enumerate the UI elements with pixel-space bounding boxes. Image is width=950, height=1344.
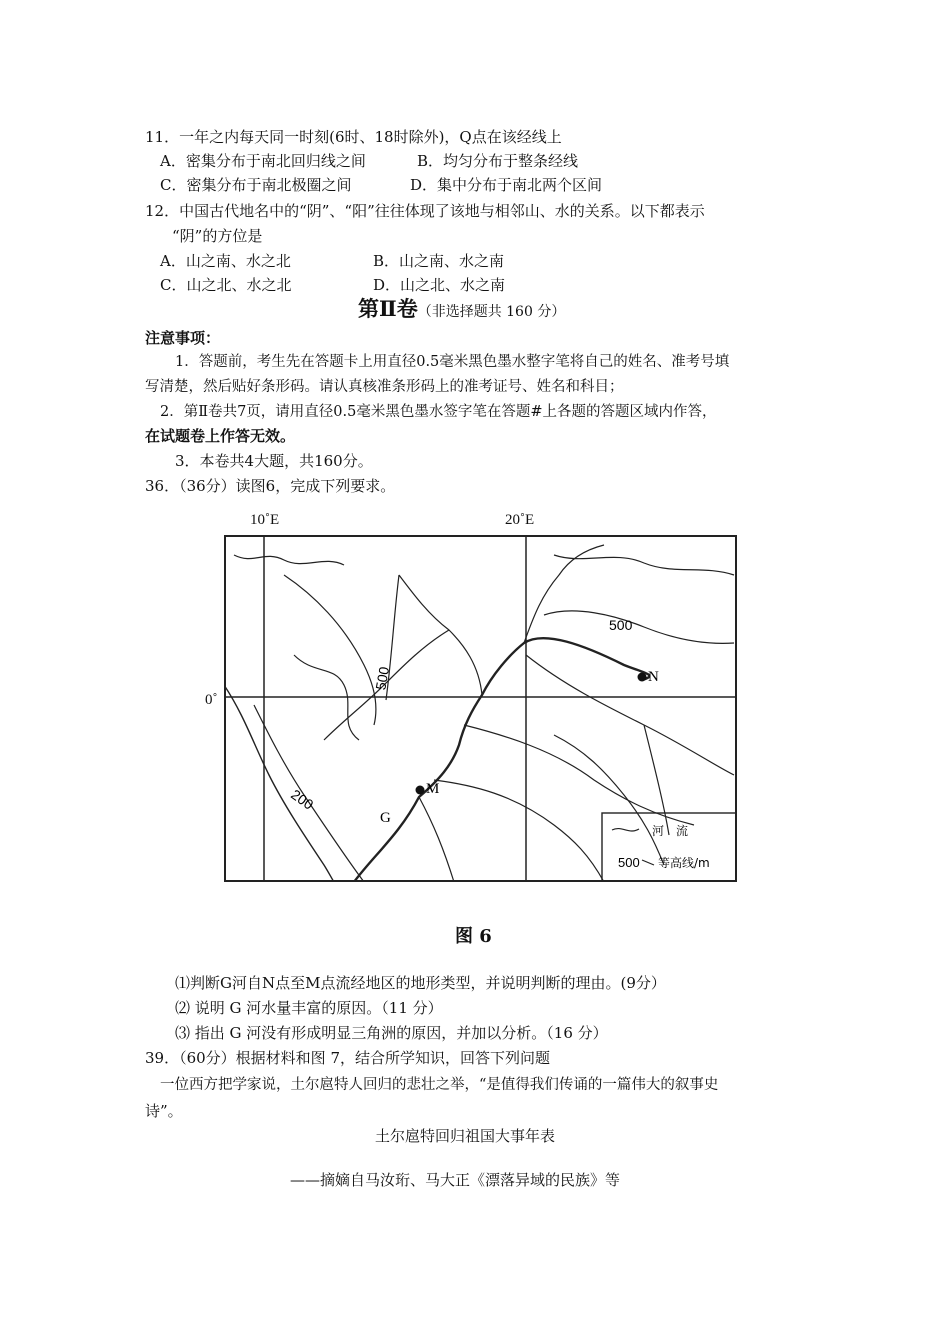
q11-stem: 11．一年之内每天同一时刻(6时、18时除外)，Q点在该经线上: [145, 128, 562, 146]
point-m-label: M: [426, 781, 440, 797]
map-figure: [224, 535, 737, 882]
q36-sub1: ⑴判断G河自N点至M点流经地区的地形类型，并说明判断的理由。(9分）: [175, 974, 666, 992]
notice-item3: 3．本卷共4大题，共160分。: [175, 452, 373, 470]
q11-option-c: C．密集分布于南北极圈之间: [160, 176, 352, 194]
q11-option-a: A．密集分布于南北回归线之间: [160, 152, 366, 170]
longitude-10e-label: 10˚E: [250, 512, 280, 528]
point-m-marker: [416, 786, 425, 795]
legend-river-label: 河 流: [652, 824, 689, 838]
contour-500-ne-label: 500: [609, 617, 633, 633]
q12-option-c: C．山之北、水之北: [160, 276, 292, 294]
tributary-ne: [524, 545, 604, 643]
q39-source: ——摘嫡自马汝珩、马大正《漂落异域的民族》等: [290, 1171, 621, 1189]
section-title: 第Ⅱ卷: [358, 296, 418, 321]
tributary-se: [434, 780, 604, 882]
q39-quote-line1: 一位西方把学家说，土尔扈特人回归的悲壮之举，“是值得我们传诵的一篇伟大的叙事史: [160, 1077, 719, 1093]
notice-item1-line1: 1．答题前，考生先在答题卡上用直径0.5毫米黑色墨水整字笔将自己的姓名、准考号填: [175, 354, 730, 370]
terrain-line-1: [234, 555, 344, 565]
point-n-marker: [638, 673, 647, 682]
contour-500-w-label: 500: [372, 665, 393, 692]
q39-table-title: 土尔扈特回归祖国大事年表: [375, 1127, 556, 1145]
q11-option-d: D．集中分布于南北两个区间: [410, 176, 603, 194]
q39-stem: 39．（60分）根据材料和图 7，结合所学知识，回答下列问题: [145, 1049, 550, 1067]
tributary-e3: [644, 725, 669, 835]
tributary-e2: [464, 725, 694, 825]
tributary-s: [419, 797, 454, 882]
q36-sub3: ⑶ 指出 G 河没有形成明显三角洲的原因，并加以分析。（16 分）: [175, 1024, 608, 1042]
q36-sub2: ⑵ 说明 G 河水量丰富的原因。（11 分）: [175, 999, 443, 1017]
q36-stem: 36．（36分）读图6，完成下列要求。: [145, 477, 396, 495]
notice-item2-line2: 在试题卷上作答无效。: [145, 427, 296, 445]
river-g: [354, 638, 649, 882]
point-n-label: N: [648, 669, 659, 685]
notice-heading: 注意事项：: [145, 329, 221, 347]
q12-option-a: A．山之南、水之北: [160, 252, 291, 270]
coastline: [224, 685, 334, 882]
terrain-line-4: [554, 735, 664, 865]
q11-option-b: B．均匀分布于整条经线: [417, 152, 579, 170]
notice-item2-line1: 2．第Ⅱ卷共7页，请用直径0.5毫米黑色墨水签字笔在答题#上各题的答题区域内作答，: [160, 404, 717, 420]
legend-contour-symbol: [642, 860, 654, 865]
section-subtitle: （非选择题共 160 分）: [417, 304, 566, 320]
section-heading: [358, 296, 566, 322]
contour-500-ne: [544, 611, 734, 643]
contour-200-label: 200: [288, 786, 317, 813]
longitude-20e-label: 20˚E: [505, 512, 535, 528]
contour-500-w: [284, 575, 376, 725]
legend-contour-label: 等高线/m: [658, 856, 710, 870]
latitude-0-label: 0˚: [205, 692, 218, 708]
legend-river-symbol: [612, 829, 639, 831]
notice-item1-line2: 写清楚，然后贴好条形码。请认真核准条形码上的准考证号、姓名和科目；: [145, 379, 624, 395]
river-g-label: G: [380, 810, 391, 826]
q12-option-d: D．山之北、水之南: [373, 276, 506, 294]
q12-option-b: B．山之南、水之南: [373, 252, 505, 270]
legend-contour-value: 500: [618, 855, 640, 870]
figure-caption: 图 6: [455, 926, 492, 947]
terrain-line-3: [554, 555, 734, 575]
q12-stem-line2: “阴”的方位是: [172, 227, 263, 245]
q39-quote-line2: 诗”。: [145, 1102, 183, 1120]
q12-stem-line1: 12．中国古代地名中的“阴”、“阳”往往体现了该地与相邻山、水的关系。以下都表示: [145, 202, 705, 220]
